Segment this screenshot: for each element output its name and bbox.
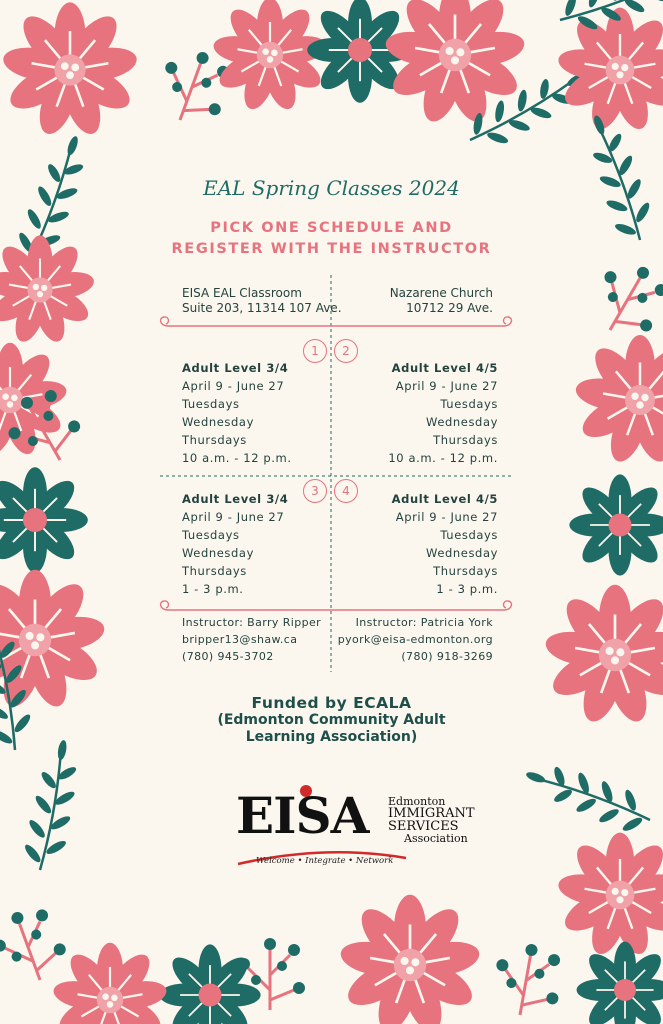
schedule-time: 10 a.m. - 12 p.m.	[388, 451, 498, 465]
schedule-time: 1 - 3 p.m.	[182, 582, 244, 596]
instructor-right	[338, 614, 493, 665]
eisa-tagline: Welcome • Integrate • Network	[256, 856, 394, 866]
funding-line-2: (Edmonton Community Adult	[217, 712, 446, 728]
schedule-3	[182, 490, 288, 598]
location-left	[182, 286, 342, 316]
funding-line-1: Funded by ECALA	[251, 694, 412, 712]
schedule-1	[182, 359, 292, 467]
eisa-acronym: EISA	[236, 786, 369, 845]
funding-line-3: Learning Association)	[245, 729, 418, 745]
schedule-day: Wednesday	[426, 546, 498, 560]
location-name: EISA EAL Classroom	[182, 286, 302, 300]
schedule-dates: April 9 - June 27	[395, 379, 498, 393]
eisa-name	[388, 796, 475, 844]
instructor-name: Instructor: Barry Ripper	[182, 616, 322, 629]
schedule-day: Tuesdays	[440, 397, 498, 411]
schedule-day: Thursdays	[433, 564, 498, 578]
schedule-level: Adult Level 4/5	[391, 361, 498, 375]
location-address: Suite 203, 11314 107 Ave.	[182, 301, 342, 315]
instructor-phone: (780) 918-3269	[401, 650, 493, 663]
location-right	[390, 286, 493, 316]
schedule-day: Wednesday	[182, 415, 254, 429]
eisa-logo	[236, 780, 496, 870]
schedule-level: Adult Level 3/4	[182, 492, 289, 506]
schedule-day: Thursdays	[182, 564, 247, 578]
schedule-dates: April 9 - June 27	[182, 379, 285, 393]
funding-note	[0, 694, 663, 746]
schedule-badge-2: 2	[334, 339, 358, 363]
logo-line-2: IMMIGRANT	[388, 806, 475, 821]
schedule-badge-4: 4	[334, 479, 358, 503]
schedule-2	[388, 359, 498, 467]
subtitle-line-1: PICK ONE SCHEDULE AND	[210, 220, 453, 236]
instructor-phone: (780) 945-3702	[182, 650, 274, 663]
schedule-day: Tuesdays	[182, 528, 240, 542]
schedule-dates: April 9 - June 27	[395, 510, 498, 524]
location-address: 10712 29 Ave.	[406, 301, 493, 315]
schedule-day: Tuesdays	[440, 528, 498, 542]
schedule-day: Tuesdays	[182, 397, 240, 411]
schedule-day: Thursdays	[182, 433, 247, 447]
logo-line-1: Edmonton	[388, 795, 446, 808]
schedule-day: Wednesday	[426, 415, 498, 429]
schedule-badge-3: 3	[303, 479, 327, 503]
schedule-time: 10 a.m. - 12 p.m.	[182, 451, 292, 465]
logo-line-4: Association	[404, 832, 468, 845]
schedule-day: Wednesday	[182, 546, 254, 560]
instructor-email[interactable]: bripper13@shaw.ca	[182, 633, 298, 646]
subtitle-line-2: REGISTER WITH THE INSTRUCTOR	[171, 241, 492, 257]
schedule-badge-1: 1	[303, 339, 327, 363]
schedule-time: 1 - 3 p.m.	[436, 582, 498, 596]
logo-line-3: SERVICES	[388, 819, 459, 834]
schedule-dates: April 9 - June 27	[182, 510, 285, 524]
schedule-day: Thursdays	[433, 433, 498, 447]
schedule-4	[392, 490, 498, 598]
poster-title: EAL Spring Classes 2024	[203, 176, 460, 200]
instructor-name: Instructor: Patricia York	[355, 616, 493, 629]
location-name: Nazarene Church	[389, 286, 493, 300]
schedule-level: Adult Level 4/5	[391, 492, 498, 506]
instructor-left	[182, 614, 321, 665]
schedule-level: Adult Level 3/4	[182, 361, 289, 375]
instructor-email[interactable]: pyork@eisa-edmonton.org	[337, 633, 493, 646]
